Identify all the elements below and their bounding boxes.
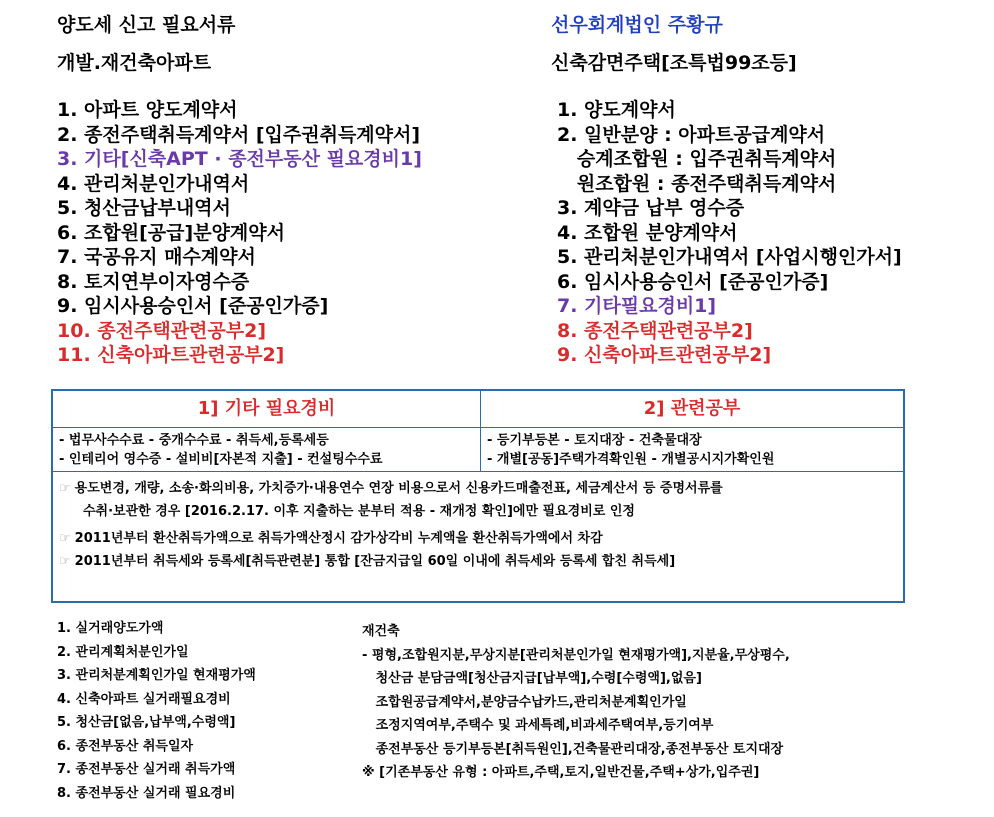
left-list-item: 1. 아파트 양도계약서 [57,99,238,121]
left-list-item: 7. 국공유지 매수계약서 [57,246,256,268]
hand-pointing-icon: ☞ [59,531,71,546]
col1-line: - 인테리어 영수증 - 설비비[자본적 지출] - 컨설팅수수료 [59,452,383,467]
bottom-left-item: 7. 종전부동산 실거래 취득가액 [57,762,236,777]
page-subtitle-left: 개발.재건축아파트 [57,52,212,74]
page-subtitle-right: 신축감면주택[조특법99조등] [551,52,797,74]
hand-pointing-icon: ☞ [59,481,71,496]
bottom-left-item: 1. 실거래양도가액 [57,621,164,636]
left-list-item: 3. 기타[신축APT · 종전부동산 필요경비1] [57,148,422,170]
col2-line: - 등기부등본 - 토지대장 - 건축물대장 [487,433,702,448]
col1-lines [59,431,382,469]
bottom-left-item: 4. 신축아파트 실거래필요경비 [57,691,231,707]
bottom-right-item: 청산금 분담금액[청산금지급[납부액],수령[수령액],없음] [362,671,702,686]
info-box-notes [59,477,903,573]
right-list-item: 4. 조합원 분양계약서 [557,221,738,244]
right-list-item: 5. 관리처분인가내역서 [사업시행인가서] [557,246,902,268]
left-list-item: 10. 종전주택관련공부2] [57,319,267,342]
left-list-item: 11. 신축아파트관련공부2] [57,344,285,366]
col2-header: 2] 관련공부 [643,398,741,419]
note-line: ☞ 2011년부터 취득세와 등록세[취득관련분] 통합 [잔금지급일 60일 이내에 취득세와 등록세 합친 취득세] [59,554,676,569]
bottom-right-item: 재건축 [362,624,400,639]
col2-lines [487,431,774,469]
col1-line: - 법무사수수료 - 중개수수료 - 취득세,등록세등 [59,433,329,448]
bottom-right-item: 종전부동산 등기부등본[취득원인],건축물관리대장,종전부동산 토지대장 [362,741,784,757]
left-list-item: 9. 임시사용승인서 [준공인가증] [57,295,329,317]
right-list-item: 3. 계약금 납부 영수증 [557,197,745,219]
bottom-left-item: 6. 종전부동산 취득일자 [57,738,194,754]
right-list-item: 9. 신축아파트관련공부2] [557,344,772,366]
right-list-item: 7. 기타필요경비1] [557,295,717,317]
col1-header: 1] 기타 필요경비 [197,398,336,419]
page-title: 양도세 신고 필요서류 [57,14,236,36]
bottom-right-item: 조정지역여부,주택수 및 과세특례,비과세주택여부,등기여부 [362,718,714,733]
info-box [51,389,905,603]
right-list-item: 8. 종전주택관련공부2] [557,319,753,342]
bottom-right-item: - 평형,조합원지분,무상지분[관리처분인가일 현재평가액],지분율,무상평수, [362,647,790,663]
bottom-right-block [362,620,790,785]
bottom-left-item: 8. 종전부동산 실거래 필요경비 [57,785,236,801]
right-list-item: 2. 일반분양 : 아파트공급계약서 [557,123,826,146]
left-list-item: 4. 관리처분인가내역서 [57,172,250,195]
left-list-item: 8. 토지연부이자영수증 [57,270,250,293]
firm-name: 선우회계법인 주황규 [551,14,723,36]
right-doc-list [557,98,902,368]
note-line: 수취·보관한 경우 [2016.2.17. 이후 지출하는 분부터 적용 - 재개정 확인]에만 필요경비로 인정 [83,504,635,519]
right-list-item: 원조합원 : 종전주택취득계약서 [557,172,837,195]
right-list-item: 승계조합원 : 입주권취득계약서 [557,148,837,170]
bottom-left-item: 2. 관리계획처분인가일 [57,644,189,660]
left-list-item: 5. 청산금납부내역서 [57,197,231,219]
bottom-left-item: 5. 청산금[없음,납부액,수령액] [57,715,236,730]
left-doc-list [57,98,422,368]
bottom-right-item: 조합원공급계약서,분양금수납카드,관리처분계획인가일 [362,694,687,710]
left-list-item: 2. 종전주택취득계약서 [입주권취득계약서] [57,123,421,146]
info-box-body [53,427,903,472]
hand-pointing-icon: ☞ [59,554,71,569]
left-list-item: 6. 조합원[공급]분양계약서 [57,221,285,244]
bottom-left-list [57,617,256,805]
bottom-right-item: ※ [기존부동산 유형 : 아파트,주택,토지,일반건물,주택+상가,입주권] [362,765,760,780]
note-line: ☞ 용도변경, 개량, 소송·화의비용, 가치증가·내용연수 연장 비용으로서 신용카드매출전표, 세금계산서 등 증명서류를 [59,481,723,496]
info-box-header [53,391,903,428]
note-line: ☞ 2011년부터 환산취득가액으로 취득가액산정시 감가상각비 누계액을 환산취득가액에서 차감 [59,531,603,546]
col2-line: - 개별[공동]주택가격확인원 - 개별공시지가확인원 [487,452,775,467]
right-list-item: 1. 양도계약서 [557,99,676,121]
bottom-left-item: 3. 관리처분계획인가일 현재평가액 [57,668,256,683]
right-list-item: 6. 임시사용승인서 [준공인가증] [557,270,829,293]
